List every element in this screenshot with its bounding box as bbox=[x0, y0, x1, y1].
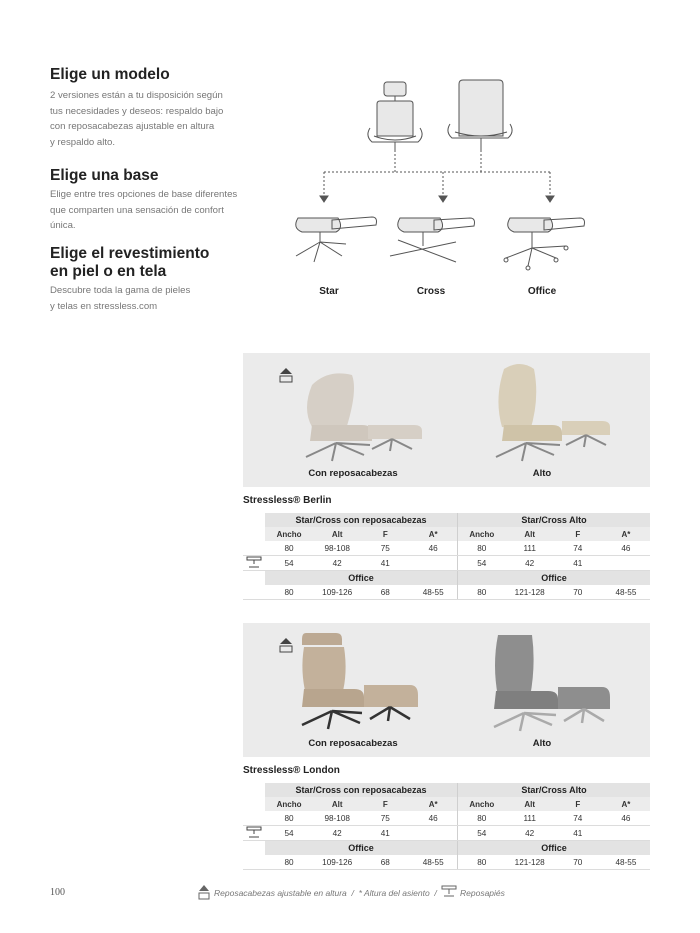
col-header: Alt bbox=[506, 797, 554, 811]
col-header: A* bbox=[409, 797, 457, 811]
table-cell: 48-55 bbox=[409, 855, 457, 870]
legend-seat-height: * Altura del asiento bbox=[358, 888, 430, 898]
table-cell: 98-108 bbox=[313, 541, 361, 556]
title-line: Elige el revestimiento bbox=[50, 245, 210, 262]
table-cell bbox=[602, 826, 650, 841]
adjustable-headrest-icon bbox=[198, 884, 210, 900]
group-header: Star/Cross Alto bbox=[458, 513, 651, 527]
col-header: Alt bbox=[506, 527, 554, 541]
desc-line: 2 versiones están a tu disposición según bbox=[50, 90, 223, 101]
table-cell: 68 bbox=[361, 855, 409, 870]
footer-legend bbox=[214, 888, 437, 898]
table-cell: 98-108 bbox=[313, 811, 361, 826]
table-row bbox=[243, 811, 650, 826]
diagram-connectors bbox=[324, 150, 550, 198]
col-header: Ancho bbox=[265, 527, 313, 541]
col-header: Ancho bbox=[265, 797, 313, 811]
footstool-icon bbox=[246, 826, 262, 838]
desc-line: Descubre toda la gama de pieles bbox=[50, 285, 191, 296]
group-header: Star/Cross Alto bbox=[458, 783, 651, 797]
legend-separator: / bbox=[351, 888, 354, 898]
section-title-model: Elige un modelo bbox=[50, 66, 170, 83]
spec-table bbox=[243, 783, 650, 870]
table-cell: 41 bbox=[361, 556, 409, 571]
table-row bbox=[243, 541, 650, 556]
table-cell: 80 bbox=[265, 541, 313, 556]
table-cell: 54 bbox=[458, 826, 506, 841]
table-cell: 111 bbox=[506, 811, 554, 826]
chair-headrest-icon bbox=[368, 82, 422, 150]
col-header: F bbox=[554, 527, 602, 541]
adjustable-headrest-icon bbox=[279, 637, 293, 653]
chair-photo-london-high bbox=[488, 629, 618, 739]
base-label-office: Office bbox=[527, 286, 557, 297]
chair-photo-london-headrest bbox=[298, 629, 428, 739]
office-header: Office bbox=[265, 571, 458, 586]
base-office-icon bbox=[504, 218, 585, 270]
table-cell: 109-126 bbox=[313, 585, 361, 600]
section-desc-base bbox=[50, 187, 237, 234]
col-header: A* bbox=[602, 797, 650, 811]
col-header: F bbox=[361, 797, 409, 811]
table-cell: 54 bbox=[265, 556, 313, 571]
desc-line: única. bbox=[50, 220, 76, 231]
office-header: Office bbox=[265, 841, 458, 856]
table-row bbox=[243, 826, 650, 841]
product-name: Stressless® London bbox=[243, 765, 340, 776]
table-cell: 46 bbox=[409, 541, 457, 556]
base-star-icon bbox=[296, 217, 377, 262]
table-cell: 41 bbox=[554, 826, 602, 841]
col-header: Alt bbox=[313, 527, 361, 541]
table-cell: 74 bbox=[554, 811, 602, 826]
col-header: Ancho bbox=[458, 527, 506, 541]
table-cell: 46 bbox=[602, 811, 650, 826]
chair-photo-berlin-high bbox=[488, 359, 618, 469]
legend-footstool: Reposapiés bbox=[460, 888, 505, 898]
product-image-panel bbox=[243, 353, 650, 487]
table-cell: 80 bbox=[265, 855, 313, 870]
table-cell: 80 bbox=[265, 585, 313, 600]
caption-headrest: Con reposacabezas bbox=[308, 738, 398, 749]
table-cell bbox=[602, 556, 650, 571]
model-base-diagram bbox=[270, 70, 600, 285]
col-header: F bbox=[554, 797, 602, 811]
base-cross-icon bbox=[390, 218, 475, 262]
spec-table bbox=[243, 513, 650, 600]
table-cell: 46 bbox=[409, 811, 457, 826]
legend-headrest: Reposacabezas ajustable en altura bbox=[214, 888, 347, 898]
table-cell: 121-128 bbox=[506, 855, 554, 870]
section-desc-upholstery bbox=[50, 283, 190, 314]
footstool-icon bbox=[246, 556, 262, 568]
chair-photo-berlin-headrest bbox=[298, 359, 428, 469]
office-header: Office bbox=[458, 571, 651, 586]
page-number: 100 bbox=[50, 887, 65, 898]
table-cell: 68 bbox=[361, 585, 409, 600]
desc-line: y telas en stressless.com bbox=[50, 300, 158, 312]
desc-line: que comparten una sensación de confort bbox=[50, 204, 224, 216]
col-header: Ancho bbox=[458, 797, 506, 811]
table-cell: 42 bbox=[313, 556, 361, 571]
table-cell: 80 bbox=[458, 585, 506, 600]
table-cell: 42 bbox=[506, 556, 554, 571]
table-cell: 75 bbox=[361, 811, 409, 826]
col-header: Alt bbox=[313, 797, 361, 811]
table-cell: 75 bbox=[361, 541, 409, 556]
table-cell: 80 bbox=[265, 811, 313, 826]
chair-high-back-icon bbox=[448, 80, 512, 150]
table-cell: 54 bbox=[458, 556, 506, 571]
table-cell: 121-128 bbox=[506, 585, 554, 600]
table-row bbox=[243, 855, 650, 870]
table-cell: 70 bbox=[554, 855, 602, 870]
table-cell: 41 bbox=[554, 556, 602, 571]
desc-line: con reposacabezas ajustable en altura bbox=[50, 121, 215, 132]
table-cell: 42 bbox=[506, 826, 554, 841]
caption-headrest: Con reposacabezas bbox=[308, 468, 398, 479]
product-name: Stressless® Berlin bbox=[243, 495, 332, 506]
table-cell: 48-55 bbox=[602, 585, 650, 600]
group-header: Star/Cross con reposacabezas bbox=[265, 783, 458, 797]
footstool-icon bbox=[441, 884, 457, 898]
table-cell: 41 bbox=[361, 826, 409, 841]
table-cell bbox=[409, 826, 457, 841]
group-header: Star/Cross con reposacabezas bbox=[265, 513, 458, 527]
col-header: A* bbox=[602, 527, 650, 541]
product-image-panel bbox=[243, 623, 650, 757]
section-title-upholstery bbox=[50, 245, 209, 281]
table-cell: 111 bbox=[506, 541, 554, 556]
col-header: F bbox=[361, 527, 409, 541]
table-cell: 48-55 bbox=[409, 585, 457, 600]
base-label-cross: Cross bbox=[416, 286, 446, 297]
table-row bbox=[243, 585, 650, 600]
table-cell: 70 bbox=[554, 585, 602, 600]
section-desc-model bbox=[50, 88, 223, 150]
base-label-star: Star bbox=[319, 286, 339, 297]
col-header: A* bbox=[409, 527, 457, 541]
table-cell: 80 bbox=[458, 541, 506, 556]
legend-separator: / bbox=[434, 888, 437, 898]
table-cell: 48-55 bbox=[602, 855, 650, 870]
table-cell: 109-126 bbox=[313, 855, 361, 870]
table-cell: 54 bbox=[265, 826, 313, 841]
table-row bbox=[243, 556, 650, 571]
caption-high: Alto bbox=[532, 738, 552, 749]
caption-high: Alto bbox=[532, 468, 552, 479]
table-cell: 80 bbox=[458, 811, 506, 826]
desc-line: Elige entre tres opciones de base diferentes bbox=[50, 189, 238, 200]
table-cell: 80 bbox=[458, 855, 506, 870]
table-cell bbox=[409, 556, 457, 571]
table-cell: 74 bbox=[554, 541, 602, 556]
table-cell: 46 bbox=[602, 541, 650, 556]
desc-line: tus necesidades y deseos: respaldo bajo bbox=[50, 105, 224, 117]
desc-line: y respaldo alto. bbox=[50, 136, 116, 148]
table-cell: 42 bbox=[313, 826, 361, 841]
adjustable-headrest-icon bbox=[279, 367, 293, 383]
section-title-base: Elige una base bbox=[50, 167, 159, 184]
office-header: Office bbox=[458, 841, 651, 856]
title-line: en piel o en tela bbox=[50, 263, 167, 280]
